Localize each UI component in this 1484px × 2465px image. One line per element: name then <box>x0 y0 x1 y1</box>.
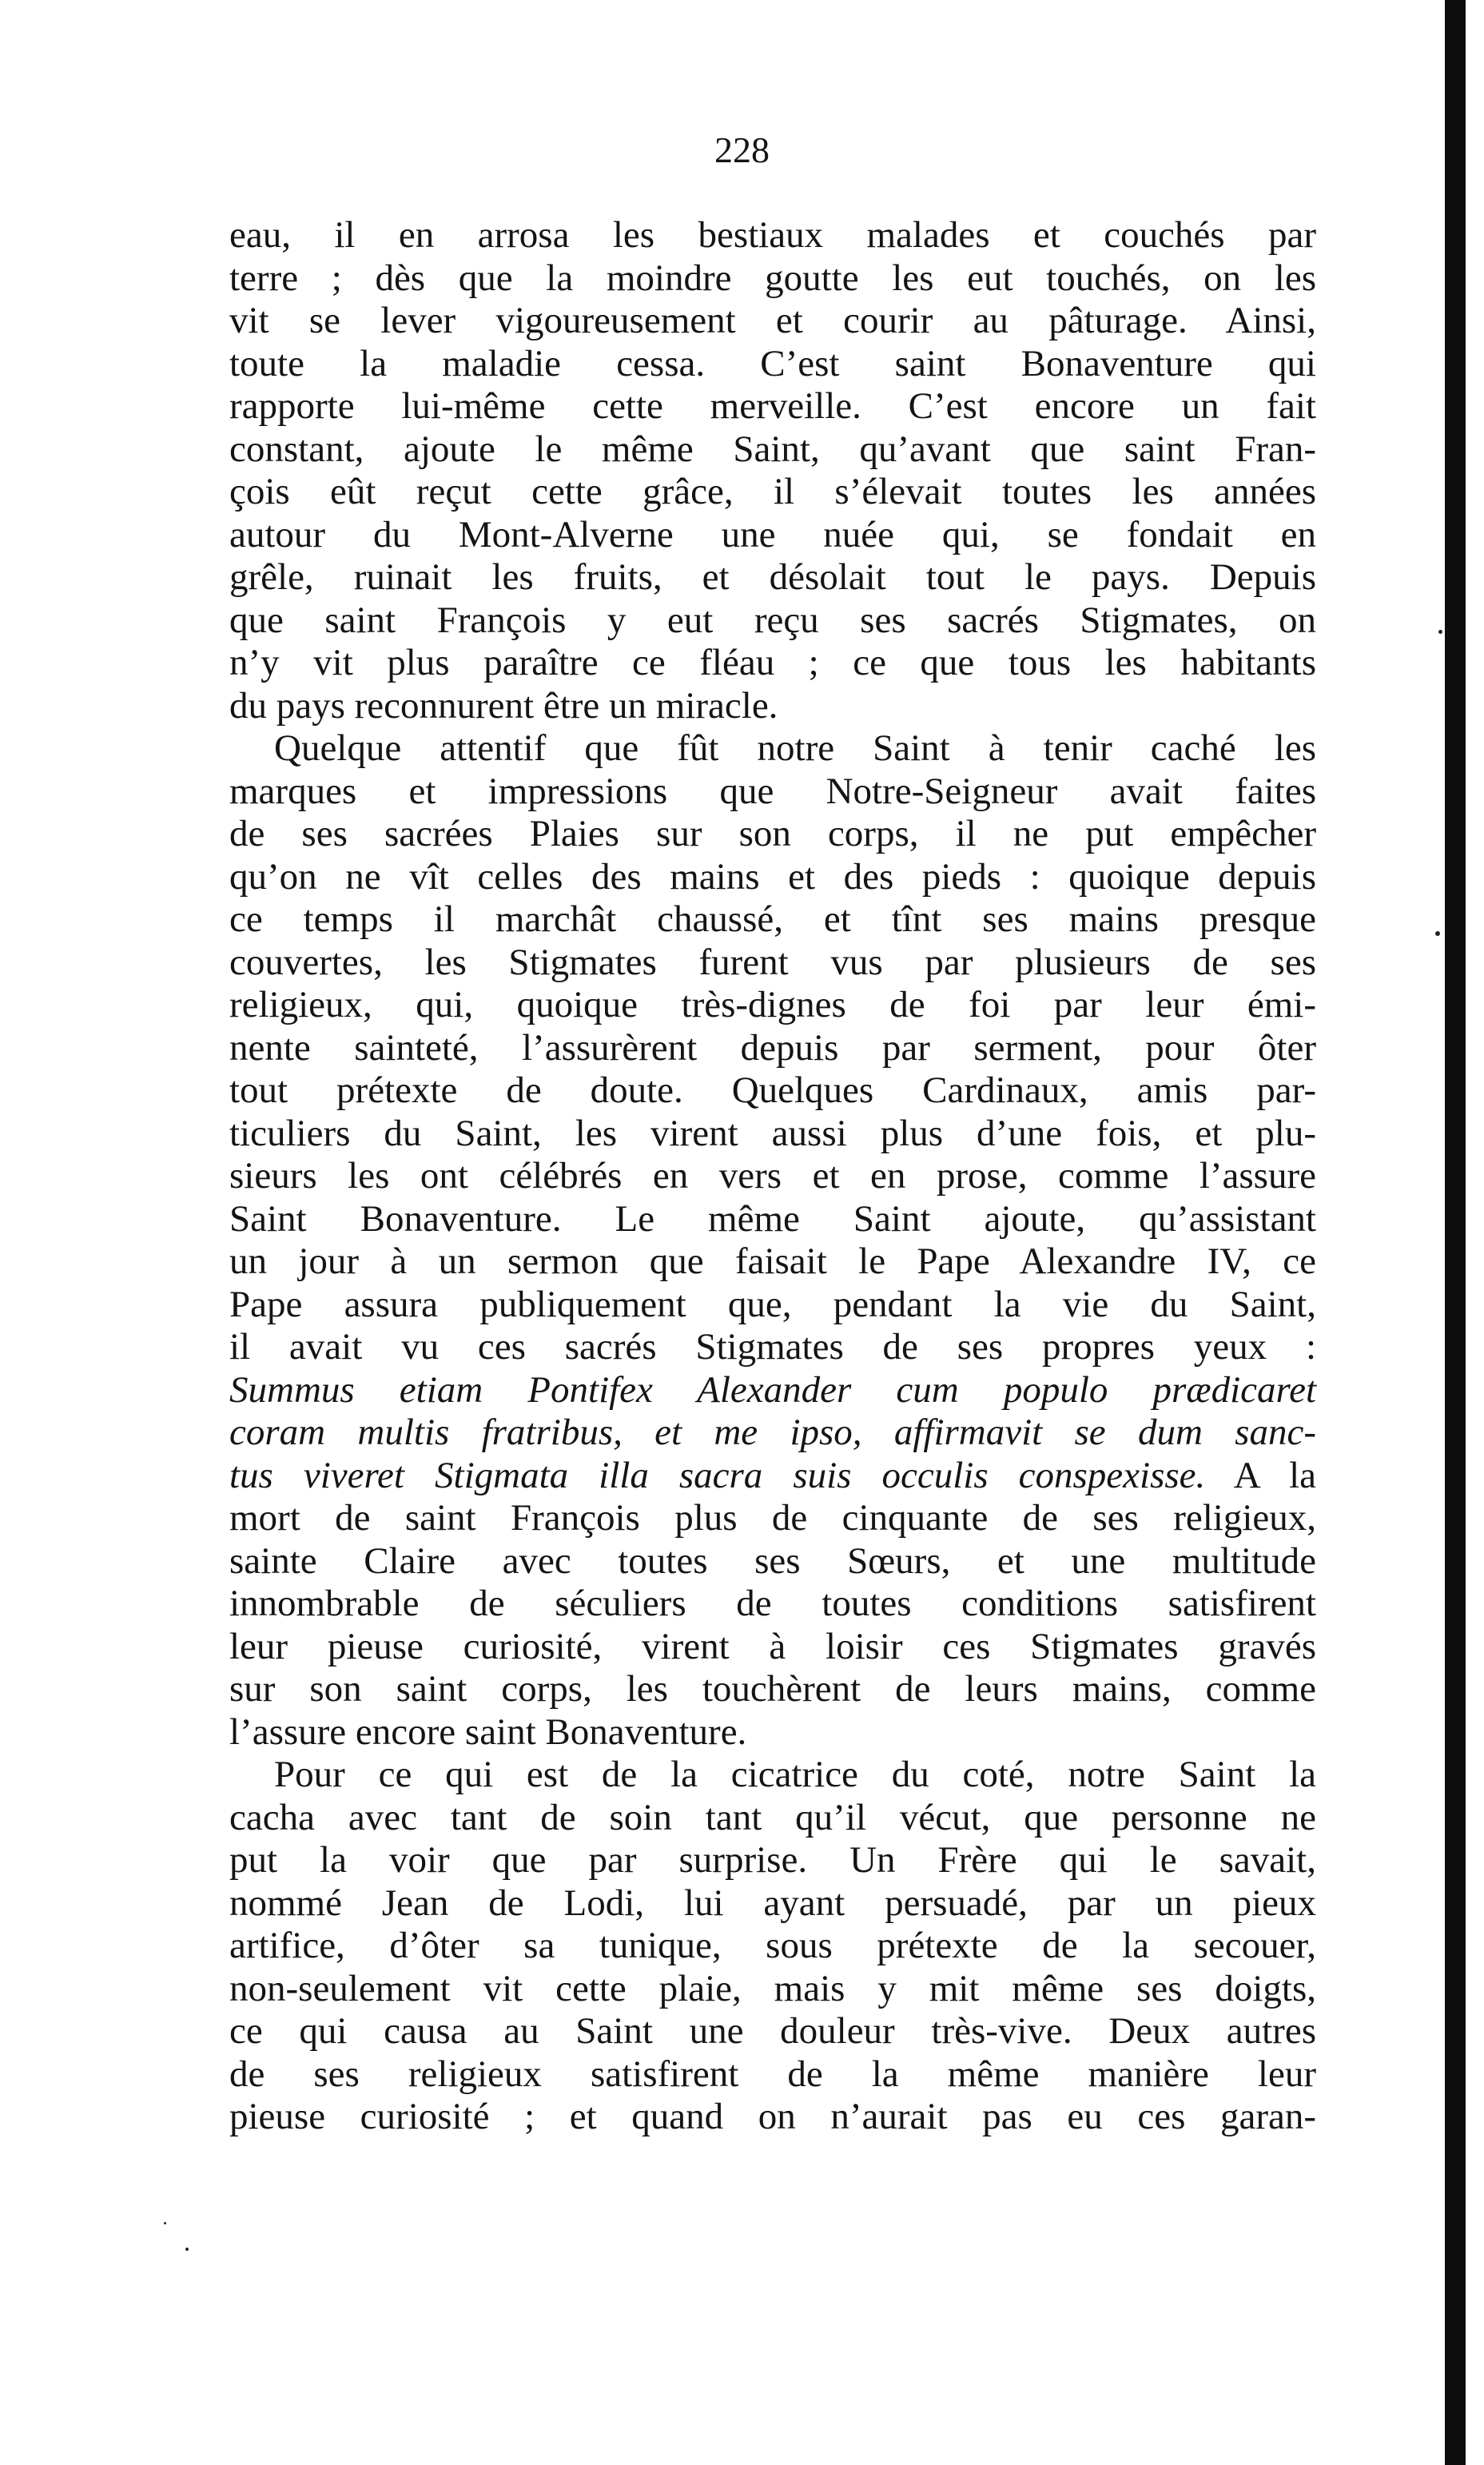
text-line: Pape assura publiquement que, pendant la vie du Saint, <box>229 1283 1316 1325</box>
body-text <box>229 214 1316 2139</box>
text-line: qu’on ne vît celles des mains et des pieds : quoique depuis <box>229 855 1316 898</box>
text-line: de ses religieux satisfirent de la même manière leur <box>229 2053 1316 2095</box>
text-line: l’assure encore saint Bonaventure. <box>229 1710 747 1753</box>
text-line <box>229 1412 1316 1455</box>
page-number: 228 <box>714 129 770 170</box>
text-line: leur pieuse curiosité, virent à loisir ces Stigmates gravés <box>229 1625 1316 1667</box>
scan-speck <box>185 2248 189 2251</box>
text-line: que saint François y eut reçu ses sacrés Stigmates, on <box>229 599 1316 641</box>
text-line: cacha avec tant de soin tant qu’il vécut, que personne ne <box>229 1796 1316 1838</box>
latin-quote: tus viveret Stigmata illa sacra suis occulis conspexisse. <box>229 1454 1206 1496</box>
text-line: mort de saint François plus de cinquante de ses religieux, <box>229 1497 1316 1539</box>
text-line: çois eût reçut cette grâce, il s’élevait toutes les années <box>229 471 1316 512</box>
text-line: ce qui causa au Saint une douleur très-vive. Deux autres <box>229 2010 1316 2052</box>
text-line: toute la maladie cessa. C’est saint Bonaventure qui <box>229 342 1316 384</box>
text-line: Quelque attentif que fût notre Saint à tenir caché les <box>274 727 1316 769</box>
text-line: artifice, d’ôter sa tunique, sous prétexte de la secouer, <box>229 1925 1316 1966</box>
text-line: un jour à un sermon que faisait le Pape Alexandre IV, ce <box>229 1240 1316 1282</box>
text-line: eau, il en arrosa les bestiaux malades et couchés par <box>229 214 1316 256</box>
text-line: non-seulement vit cette plaie, mais y mit même ses doigts, <box>229 1967 1316 2009</box>
latin-quote: coram multis fratribus, et me ipso, affirmavit se dum sanc- <box>229 1412 1316 1453</box>
text-line: tout prétexte de doute. Quelques Cardinaux, amis par- <box>229 1069 1316 1111</box>
scan-edge-bar <box>1445 0 1466 2465</box>
line-suffix: A la <box>1205 1454 1316 1496</box>
text-line: vit se lever vigoureusement et courir au pâturage. Ainsi, <box>229 300 1316 341</box>
text-line: n’y vit plus paraître ce fléau ; ce que tous les habitants <box>229 642 1316 683</box>
scan-speck <box>164 2222 166 2224</box>
text-line: autour du Mont-Alverne une nuée qui, se fondait en <box>229 513 1316 556</box>
text-line: nente sainteté, l’assurèrent depuis par serment, pour ôter <box>229 1026 1316 1069</box>
text-line: put la voir que par surprise. Un Frère qui le savait, <box>229 1839 1316 1881</box>
text-line: pieuse curiosité ; et quand on n’aurait pas eu ces garan- <box>229 2096 1316 2137</box>
text-line: ticuliers du Saint, les virent aussi plus d’une fois, et plu- <box>229 1112 1316 1154</box>
text-line: il avait vu ces sacrés Stigmates de ses propres yeux : <box>229 1326 1316 1368</box>
text-line: Saint Bonaventure. Le même Saint ajoute, qu’assistant <box>229 1197 1316 1240</box>
text-line: rapporte lui-même cette merveille. C’est encore un fait <box>229 385 1316 427</box>
text-line: Pour ce qui est de la cicatrice du coté, notre Saint la <box>274 1754 1316 1795</box>
text-line: sainte Claire avec toutes ses Sœurs, et une multitude <box>229 1539 1316 1582</box>
text-line: grêle, ruinait les fruits, et désolait tout le pays. Depuis <box>229 556 1316 598</box>
text-line: du pays reconnurent être un miracle. <box>229 684 778 727</box>
text-line: marques et impressions que Notre-Seigneur avait faites <box>229 770 1316 812</box>
text-line: nommé Jean de Lodi, lui ayant persuadé, par un pieux <box>229 1882 1316 1924</box>
latin-quote: Summus etiam Pontifex Alexander cum populo prædicaret <box>229 1368 1316 1411</box>
text-line: terre ; dès que la moindre goutte les eut touchés, on les <box>229 257 1316 299</box>
text-line: ce temps il marchât chaussé, et tînt ses mains presque <box>229 898 1316 940</box>
text-line: constant, ajoute le même Saint, qu’avant que saint Fran- <box>229 428 1316 470</box>
text-line: de ses sacrées Plaies sur son corps, il ne put empêcher <box>229 813 1316 854</box>
text-line <box>229 1369 1316 1412</box>
scan-speck <box>1438 630 1442 634</box>
scan-speck <box>1435 931 1440 936</box>
text-line <box>229 1455 1316 1498</box>
text-line: sur son saint corps, les touchèrent de leurs mains, comme <box>229 1668 1316 1710</box>
text-line: couvertes, les Stigmates furent vus par plusieurs de ses <box>229 941 1316 983</box>
text-line: religieux, qui, quoique très-dignes de foi par leur émi- <box>229 984 1316 1025</box>
text-line: sieurs les ont célébrés en vers et en prose, comme l’assure <box>229 1155 1316 1197</box>
text-line: innombrable de séculiers de toutes conditions satisfirent <box>229 1583 1316 1624</box>
